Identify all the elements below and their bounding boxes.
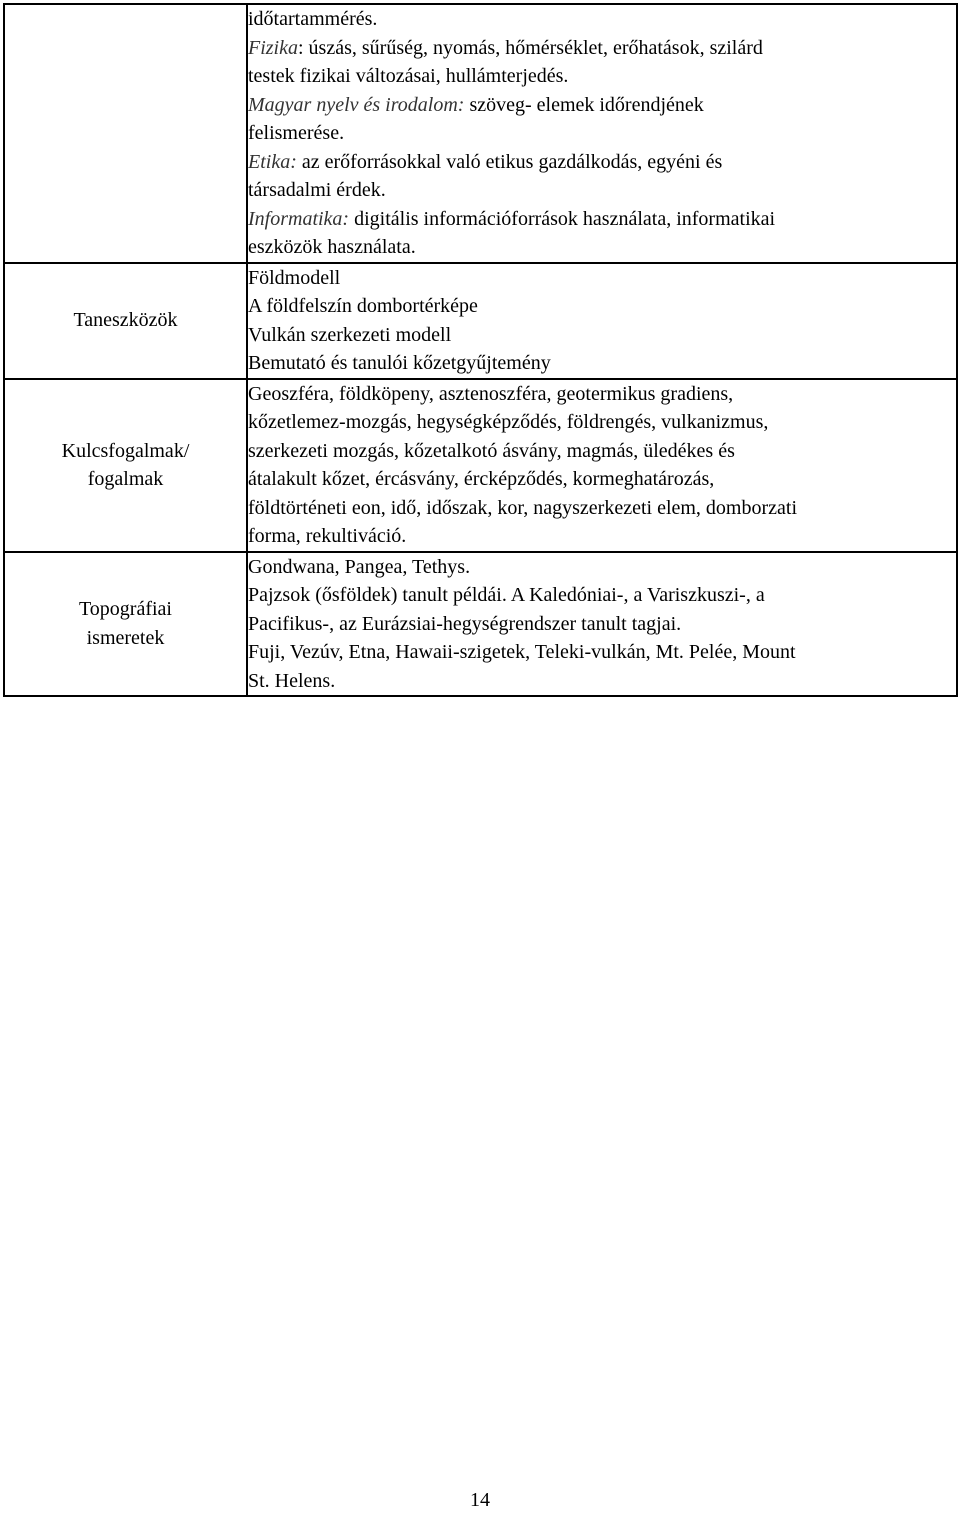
table-row-kulcsfogalmak	[4, 379, 957, 552]
label-topografiai	[4, 552, 247, 697]
subject-fizika: Fizika	[248, 36, 298, 59]
label-text: Topográfiai	[78, 598, 172, 621]
taneszkozok-content	[247, 263, 957, 379]
text-line: Fuji, Vezúv, Etna, Hawaii-szigetek, Teleki-vulkán, Mt. Pelée, Mount	[248, 641, 796, 663]
label-text: fogalmak	[87, 468, 164, 490]
magyar-cont: felismerése.	[248, 122, 345, 144]
magyar-line	[248, 91, 956, 120]
informatika-cont: eszközök használata.	[248, 236, 416, 258]
kulcsfogalmak-content	[247, 379, 957, 552]
label-kulcsfogalmak	[4, 379, 247, 552]
label-text: Kulcsfogalmak/	[61, 439, 190, 462]
etika-text: az erőforrásokkal való etikus gazdálkodás, egyéni és	[296, 150, 723, 173]
table-row-continuation	[4, 4, 957, 263]
fizika-cont: testek fizikai változásai, hullámterjedés.	[248, 65, 569, 87]
subject-etika: Etika:	[248, 150, 297, 173]
text-line: Pajzsok (ősföldek) tanult példái. A Kaledóniai-, a Variszkuszi-, a	[248, 584, 765, 606]
text-line: szerkezeti mozgás, kőzetalkotó ásvány, magmás, üledékes és	[248, 439, 735, 462]
subject-magyar: Magyar nyelv és irodalom:	[248, 93, 465, 116]
text-line: Geoszféra, földköpeny, asztenoszféra, geotermikus gradiens,	[248, 382, 734, 405]
text-line: forma, rekultiváció.	[248, 525, 407, 547]
label-text: Taneszközök	[73, 309, 178, 332]
list-item: A földfelszín dombortérképe	[248, 295, 478, 317]
etika-cont: társadalmi érdek.	[248, 179, 386, 201]
continuation-cell	[247, 4, 957, 263]
empty-label-cell	[4, 4, 247, 263]
label-taneszkozok	[4, 263, 247, 379]
text-line: Gondwana, Pangea, Tethys.	[248, 555, 471, 578]
informatika-line	[248, 205, 956, 234]
table-row-topografiai	[4, 552, 957, 697]
curriculum-table	[3, 3, 958, 697]
text-line: földtörténeti eon, idő, időszak, kor, nagyszerkezeti elem, domborzati	[248, 496, 798, 519]
fizika-text: : úszás, sűrűség, nyomás, hőmérséklet, erőhatások, szilárd	[298, 36, 763, 59]
fizika-line	[248, 34, 956, 63]
page-number: 14	[470, 1489, 490, 1511]
subject-informatika: Informatika:	[248, 207, 350, 230]
list-item: Bemutató és tanulói kőzetgyűjtemény	[248, 352, 551, 374]
table-row-taneszkozok	[4, 263, 957, 379]
text-line: kőzetlemez-mozgás, hegységképződés, földrengés, vulkanizmus,	[248, 411, 769, 433]
text-line: Pacifikus-, az Eurázsiai-hegységrendszer tanult tagjai.	[248, 612, 682, 635]
etika-line	[248, 148, 956, 177]
magyar-text: szöveg- elemek időrendjének	[464, 93, 704, 116]
list-item: Vulkán szerkezeti modell	[248, 323, 452, 346]
topografiai-content	[247, 552, 957, 697]
list-item: Földmodell	[248, 266, 341, 289]
text-line: St. Helens.	[248, 669, 336, 692]
label-text: ismeretek	[86, 626, 165, 649]
text-line: átalakult kőzet, ércásvány, ércképződés, kormeghatározás,	[248, 468, 715, 490]
continuation-line: időtartammérés.	[248, 8, 378, 30]
informatika-text: digitális információforrások használata, informatikai	[349, 207, 776, 230]
